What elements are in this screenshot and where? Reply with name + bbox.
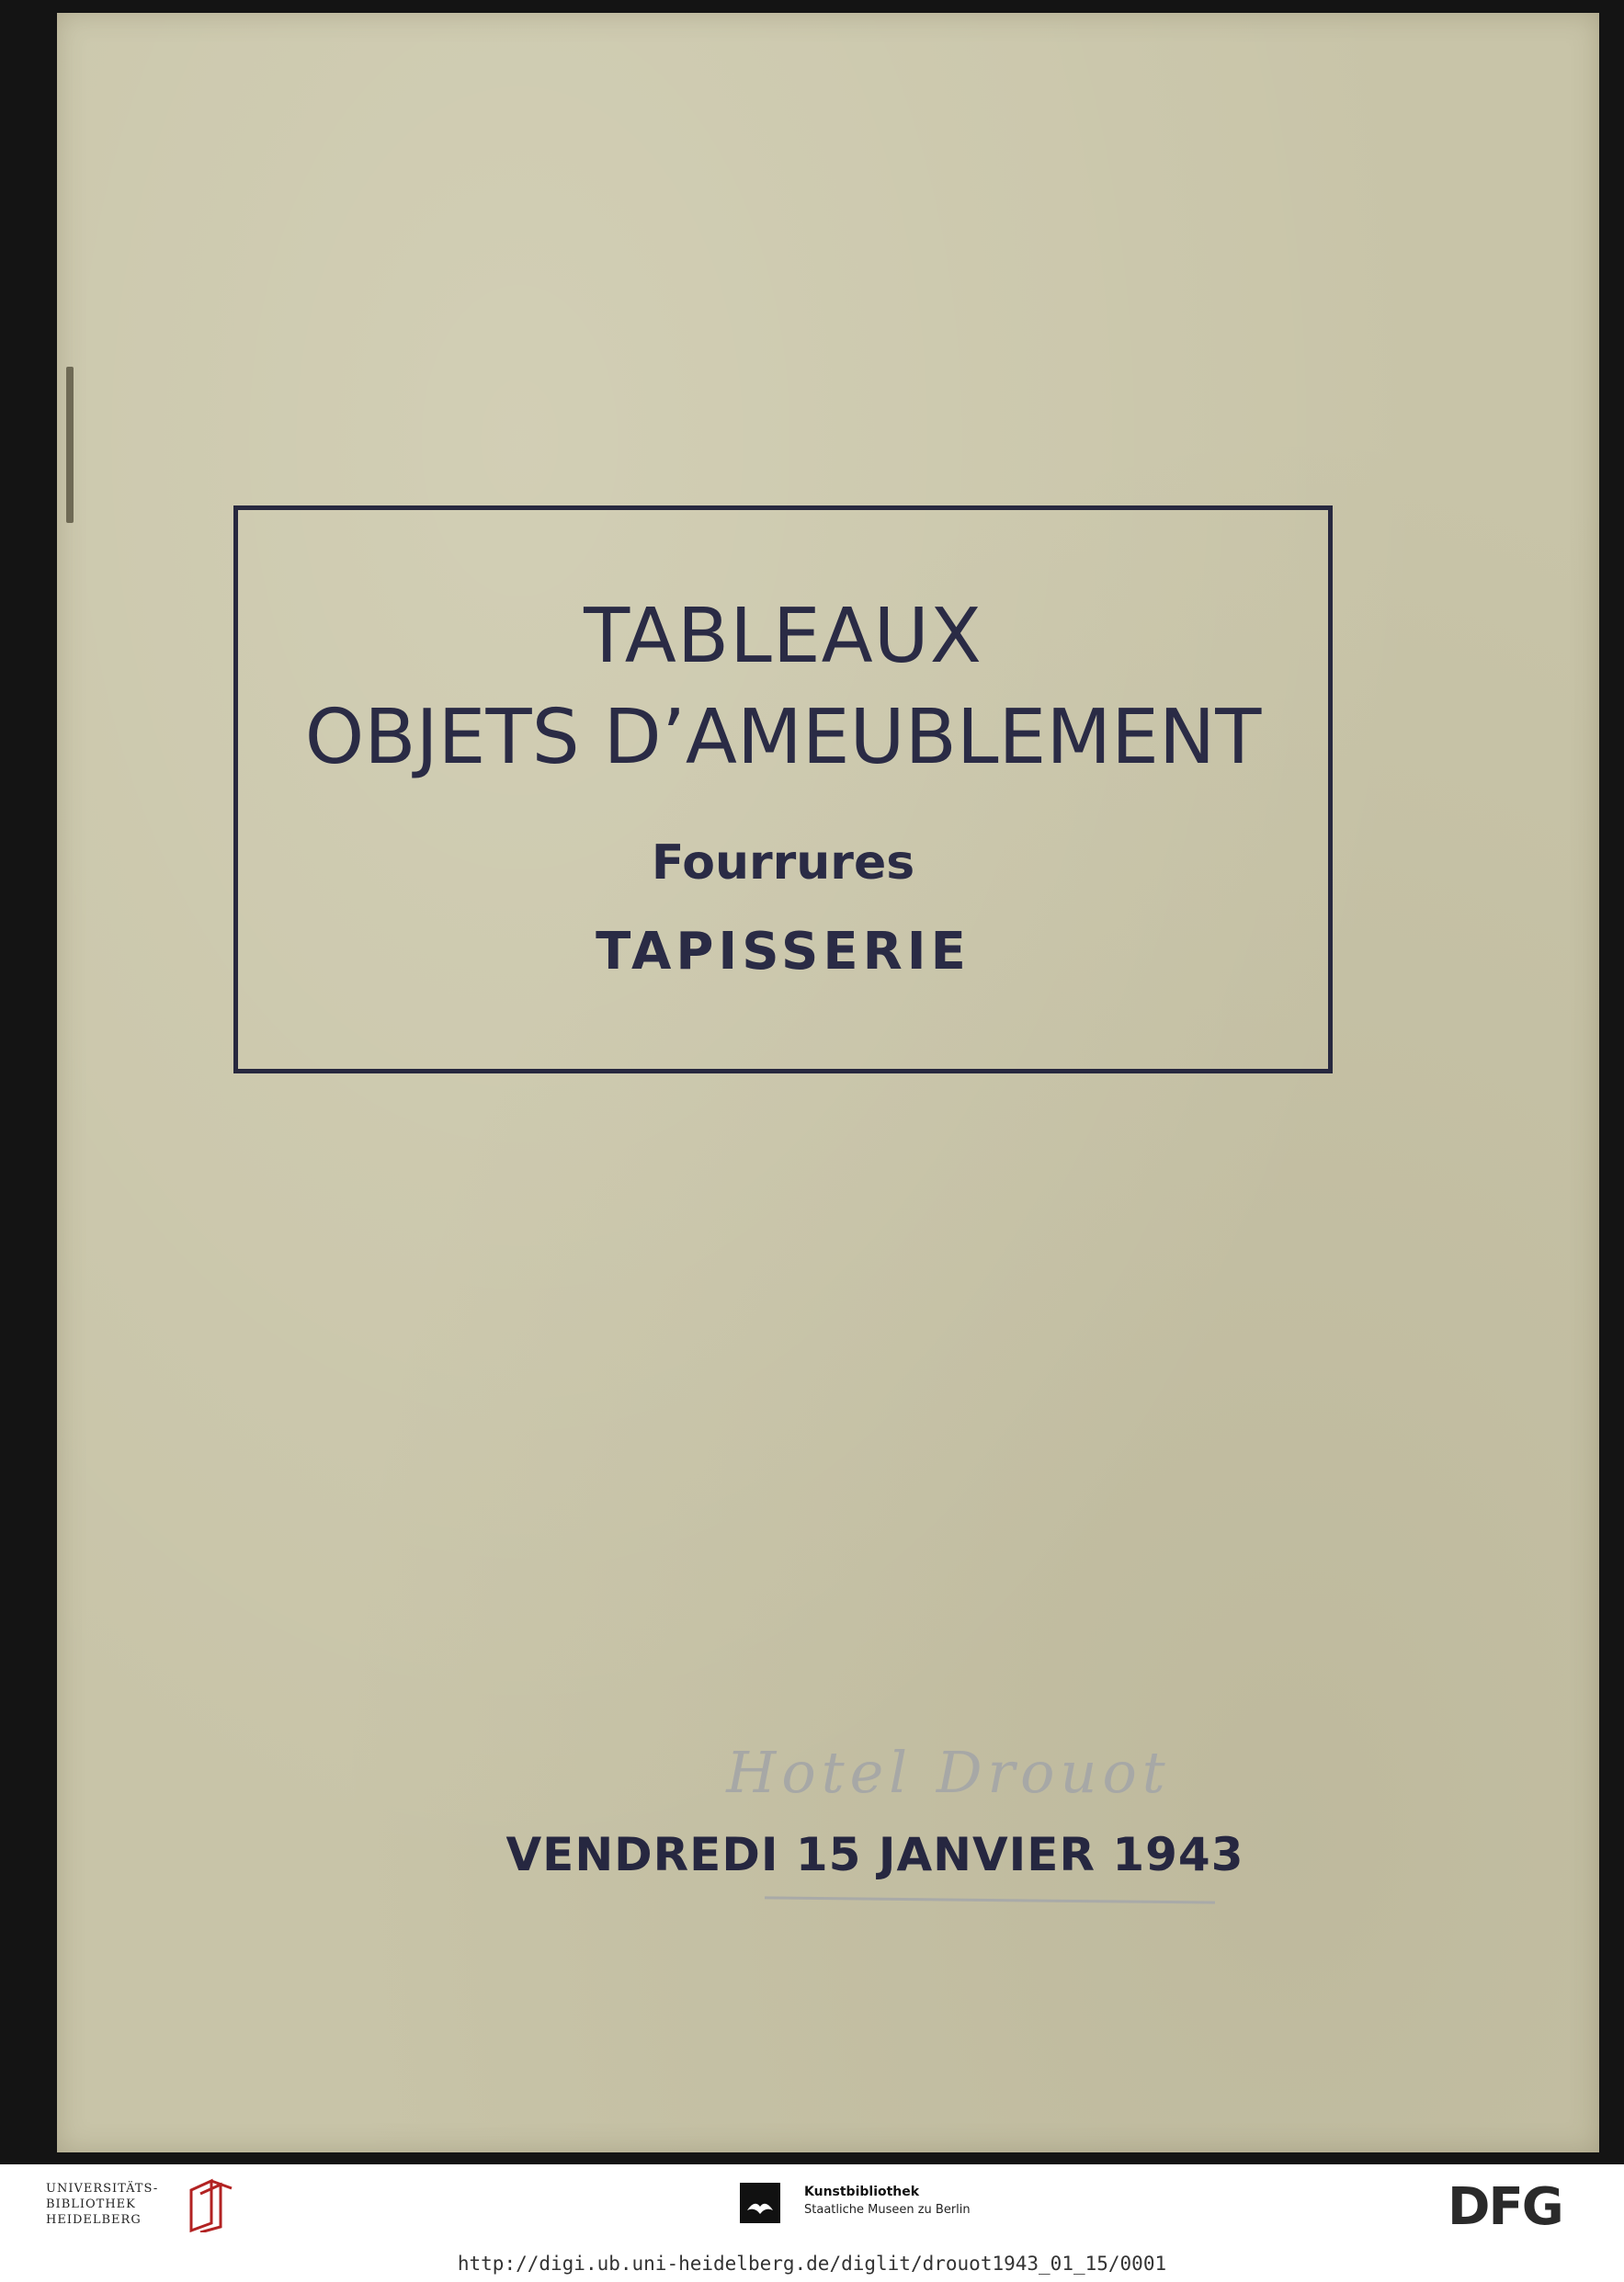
staple-mark bbox=[66, 367, 74, 523]
title-tapisserie: TAPISSERIE bbox=[596, 922, 971, 982]
title-tableaux: TABLEAUX bbox=[584, 593, 982, 680]
url-bar bbox=[0, 2249, 1624, 2282]
kunstbibliothek-title: Kunstbibliothek bbox=[804, 2185, 920, 2199]
pencil-underline bbox=[765, 1896, 1215, 1903]
dfg-logo: DFG bbox=[1448, 2177, 1562, 2237]
university-line-1: UNIVERSITÄTS- bbox=[46, 2182, 159, 2196]
university-library-logo bbox=[46, 2181, 285, 2236]
university-line-2: BIBLIOTHEK bbox=[46, 2197, 136, 2211]
footer-bar bbox=[0, 2164, 1624, 2249]
university-emblem-icon bbox=[184, 2177, 239, 2232]
kunstbibliothek-eagle-icon bbox=[740, 2183, 780, 2223]
sale-date: VENDREDI 15 JANVIER 1943 bbox=[505, 1828, 1244, 1881]
booklet-cover bbox=[57, 13, 1599, 2152]
handwritten-pencil-note: Hotel Drouot bbox=[726, 1739, 1171, 1806]
university-library-text bbox=[46, 2181, 158, 2228]
source-url[interactable]: http://digi.ub.uni-heidelberg.de/diglit/drouot1943_01_15/0001 bbox=[457, 2253, 1167, 2275]
title-objets-ameublement: OBJETS D’AMEUBLEMENT bbox=[304, 694, 1262, 781]
title-frame bbox=[233, 505, 1333, 1073]
title-fourrures: Fourrures bbox=[651, 835, 915, 891]
kunstbibliothek-logo bbox=[740, 2183, 1016, 2234]
university-line-3: HEIDELBERG bbox=[46, 2213, 142, 2227]
kunstbibliothek-subtitle: Staatliche Museen zu Berlin bbox=[804, 2203, 971, 2217]
